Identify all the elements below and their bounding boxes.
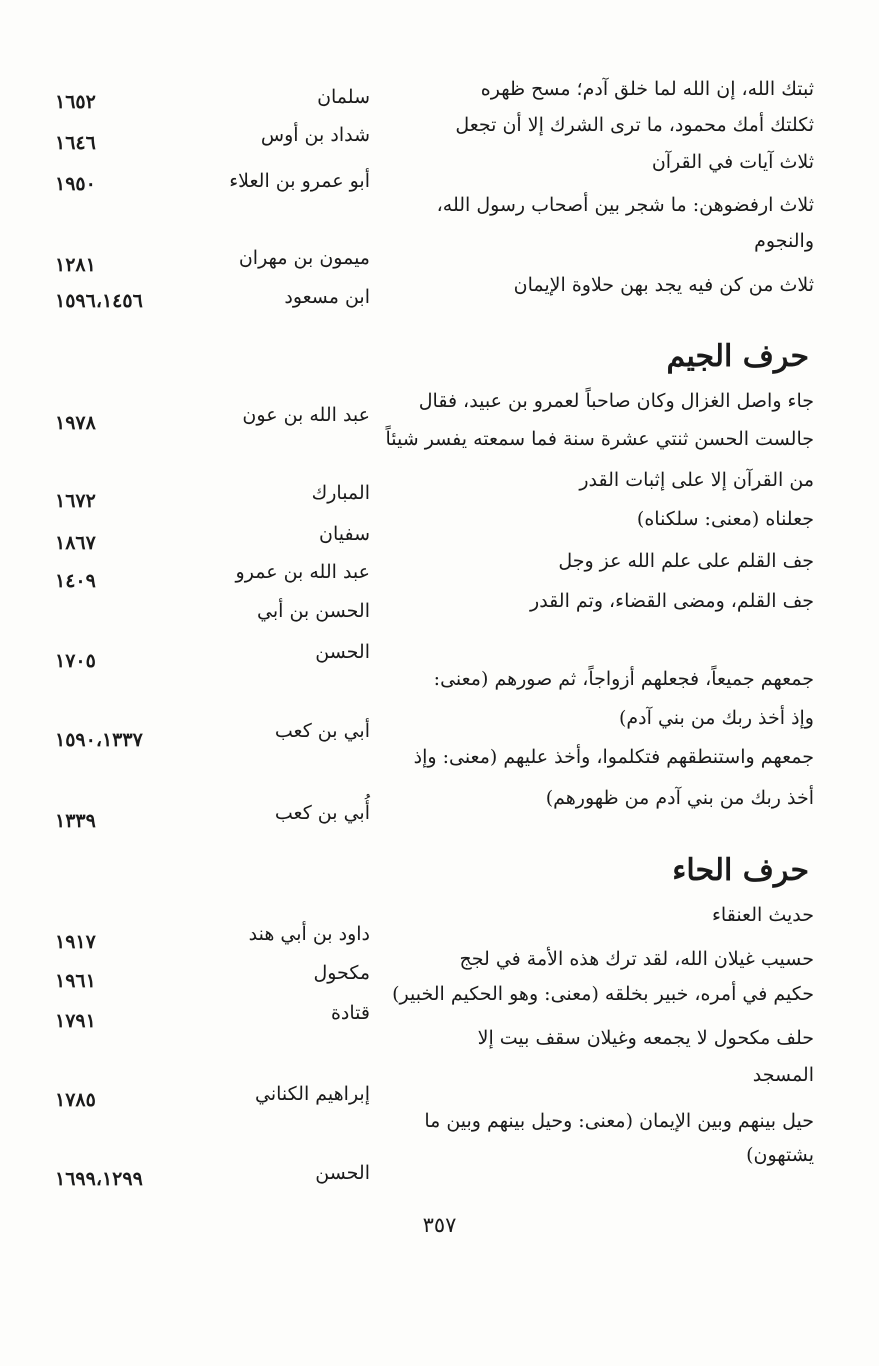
entry-author: سلمان xyxy=(317,86,370,108)
entry-text-cont: جالست الحسن ثنتي عشرة سنة فما سمعته يفسر شيئاً xyxy=(385,428,814,450)
entry-author: عبد الله بن عمرو xyxy=(235,561,370,583)
entry-text: جاء واصل الغزال وكان صاحباً لعمرو بن عبيد، فقال xyxy=(418,390,814,412)
entry-text: ثلاث آيات في القرآن xyxy=(651,151,814,173)
entry-author: شداد بن أوس xyxy=(260,124,370,146)
entry-text: حكيم في أمره، خبير بخلقه (معنى: وهو الحكيم الخبير) xyxy=(392,983,814,1005)
entry-text: حلف مكحول لا يجمعه وغيلان سقف بيت إلا xyxy=(477,1027,814,1049)
page-number: ٣٥٧ xyxy=(422,1213,457,1237)
entry-author: ابن مسعود xyxy=(284,286,370,308)
entry-text: حديث العنقاء xyxy=(711,904,814,926)
entry-ref: ١٨٦٧ xyxy=(55,532,96,554)
entry-text-cont: يشتهون) xyxy=(746,1144,814,1166)
entry-author: الحسن xyxy=(315,1162,370,1184)
entry-text: ثكلتك أمك محمود، ما ترى الشرك إلا أن تجعل xyxy=(455,114,814,136)
entry-author: سفيان xyxy=(318,523,370,545)
entry-ref: ١٧٠٥ xyxy=(55,650,96,672)
entry-author-cont: الحسن xyxy=(315,641,370,663)
entry-ref: ١٢٨١ xyxy=(55,254,96,276)
entry-text: جمعهم واستنطقهم فتكلموا، وأخذ عليهم (معنى: وإذ xyxy=(413,746,814,768)
section-heading-haa: حرف الحاء xyxy=(672,853,809,888)
entry-text: حيل بينهم وبين الإيمان (معنى: وحيل بينهم وبين ما xyxy=(424,1110,814,1132)
entry-author: أبي بن كعب xyxy=(274,720,370,742)
entry-text-cont: وإذ أخذ ربك من بني آدم) xyxy=(618,707,814,729)
section-heading-jeem: حرف الجيم xyxy=(666,339,809,374)
entry-text: جمعهم جميعاً، فجعلهم أزواجاً، ثم صورهم (معنى: xyxy=(433,668,814,690)
entry-author: قتادة xyxy=(330,1002,370,1024)
entry-ref: ١٩٦١ xyxy=(55,970,96,992)
entry-ref: ١٧٨٥ xyxy=(55,1089,96,1111)
entry-author: المبارك xyxy=(311,482,370,504)
entry-author: الحسن بن أبي xyxy=(257,600,370,622)
entry-text: ثبتك الله، إن الله لما خلق آدم؛ مسح ظهره xyxy=(480,78,814,100)
entry-text-cont: من القرآن إلا على إثبات القدر xyxy=(579,469,814,491)
entry-text: جعلناه (معنى: سلكناه) xyxy=(636,508,814,530)
entry-ref: ١٩٧٨ xyxy=(55,412,96,434)
entry-ref: ١٦٧٢ xyxy=(55,490,96,512)
entry-text: جف القلم، ومضى القضاء، وتم القدر xyxy=(530,590,814,612)
entry-ref: ١٥٩٦،١٤٥٦ xyxy=(55,290,143,312)
entry-ref: ١٦٩٩،١٢٩٩ xyxy=(55,1168,143,1190)
entry-text: ثلاث من كن فيه يجد بهن حلاوة الإيمان xyxy=(513,274,814,296)
entry-ref: ١٧٩١ xyxy=(55,1010,96,1032)
entry-author: داود بن أبي هند xyxy=(248,923,370,945)
entry-text: جف القلم على علم الله عز وجل xyxy=(558,550,814,572)
entry-ref: ١٦٥٢ xyxy=(55,91,96,113)
entry-text-cont: والنجوم xyxy=(754,230,814,252)
entry-text-cont: أخذ ربك من بني آدم من ظهورهم) xyxy=(545,787,814,809)
entry-ref: ١٩١٧ xyxy=(55,931,96,953)
entry-text-cont: المسجد xyxy=(752,1064,814,1086)
entry-author: أُبي بن كعب xyxy=(274,802,370,824)
entry-author: إبراهيم الكناني xyxy=(255,1083,370,1105)
entry-ref: ١٤٠٩ xyxy=(55,570,96,592)
entry-author: أبو عمرو بن العلاء xyxy=(229,170,370,192)
entry-text: حسيب غيلان الله، لقد ترك هذه الأمة في لجج xyxy=(459,948,814,970)
entry-author: ميمون بن مهران xyxy=(238,247,370,269)
entry-ref: ١٣٣٩ xyxy=(55,810,96,832)
entry-ref: ١٥٩٠،١٣٣٧ xyxy=(55,729,143,751)
entry-ref: ١٩٥٠ xyxy=(55,173,96,195)
entry-text: ثلاث ارفضوهن: ما شجر بين أصحاب رسول الله، xyxy=(436,194,814,216)
entry-ref: ١٦٤٦ xyxy=(55,132,96,154)
entry-author: مكحول xyxy=(313,962,370,984)
entry-author: عبد الله بن عون xyxy=(242,404,370,426)
